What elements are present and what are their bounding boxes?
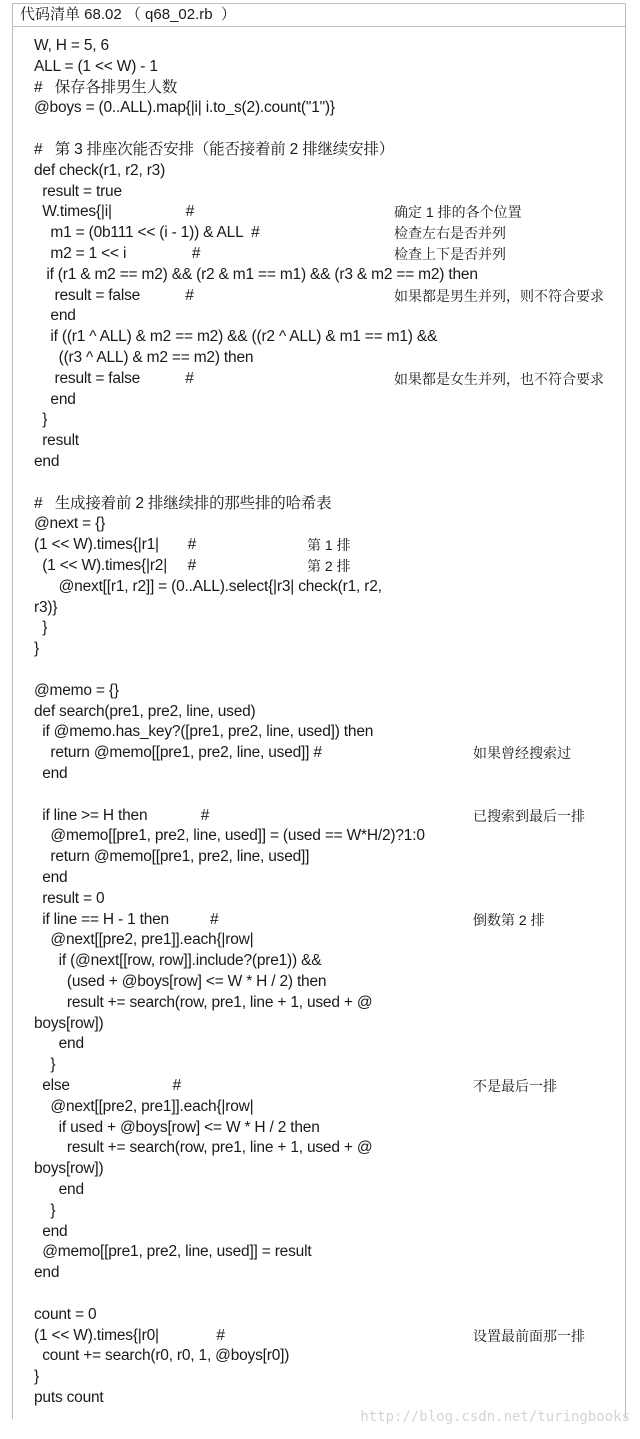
code-line: end — [34, 1181, 84, 1198]
code-line: (1 << W).times{|r2| # — [34, 557, 197, 574]
code-line: end — [34, 453, 60, 470]
code-line: } — [34, 1368, 39, 1386]
code-comment: 如果都是男生并列，则不符合要求 — [394, 287, 604, 304]
code-line: W, H = 5, 6 — [34, 37, 109, 54]
code-line: result += search(row, pre1, line + 1, used + @ — [34, 993, 373, 1011]
code-line: else # — [34, 1077, 181, 1094]
code-line: @next = {} — [34, 515, 106, 533]
code-comment: 第 1 排 — [307, 537, 351, 554]
code-comment: 不是最后一排 — [473, 1078, 557, 1094]
code-comment: 检查上下是否并列 — [394, 246, 506, 262]
code-line: # 第 3 排座次能否安排（能否接着前 2 排继续安排） — [34, 141, 395, 158]
code-line: ALL = (1 << W) - 1 — [34, 57, 158, 75]
code-comment: 倒数第 2 排 — [473, 911, 545, 928]
code-line: puts count — [34, 1389, 104, 1406]
code-listing — [12, 27, 626, 1419]
code-line: } — [34, 1056, 56, 1074]
code-line: result = false # — [34, 286, 194, 304]
code-line: (1 << W).times{|r0| # — [34, 1326, 225, 1344]
code-line: @next[[pre2, pre1]].each{|row| — [34, 1097, 254, 1115]
code-line: @memo[[pre1, pre2, line, used]] = result — [34, 1243, 312, 1261]
code-line: # 生成接着前 2 排继续排的那些排的哈希表 — [34, 494, 332, 512]
code-line: end — [34, 1222, 68, 1240]
code-line: } — [34, 411, 48, 429]
code-line: if @memo.has_key?([pre1, pre2, line, used]) then — [34, 723, 374, 741]
code-line: @boys = (0..ALL).map{|i| i.to_s(2).count("1")} — [34, 99, 335, 117]
code-line: end — [34, 1264, 60, 1282]
code-line: result = true — [34, 182, 122, 200]
code-line: end — [34, 869, 68, 886]
code-line: @memo[[pre1, pre2, line, used]] = (used == W*H/2)?1:0 — [34, 827, 425, 845]
code-line: (used + @boys[row] <= W * H / 2) then — [34, 973, 327, 990]
code-line: @next[[r1, r2]] = (0..ALL).select{|r3| check(r1, r2, — [34, 577, 382, 595]
code-line: end — [34, 1035, 84, 1053]
code-line: @next[[pre2, pre1]].each{|row| — [34, 931, 254, 949]
code-line: # 保存各排男生人数 — [34, 78, 178, 96]
code-comment: 第 2 排 — [307, 558, 351, 574]
code-comment: 设置最前面那一排 — [473, 1327, 585, 1344]
code-line: end — [34, 765, 68, 782]
code-line: ((r3 ^ ALL) & m2 == m2) then — [34, 349, 254, 366]
code-line: boys[row]) — [34, 1014, 104, 1032]
code-comment: 确定 1 排的各个位置 — [394, 204, 522, 221]
code-comment: 检查左右是否并列 — [394, 225, 506, 242]
code-line: if line == H - 1 then # — [34, 910, 219, 928]
code-line: return @memo[[pre1, pre2, line, used]] — [34, 848, 310, 866]
code-line: if ((r1 ^ ALL) & m2 == m2) && ((r2 ^ ALL) & m1 == m1) && — [34, 328, 438, 346]
code-line: return @memo[[pre1, pre2, line, used]] # — [34, 744, 322, 762]
code-comment: 如果曾经搜索过 — [473, 745, 571, 762]
code-line: } — [34, 1201, 56, 1219]
code-line: if line >= H then # — [34, 806, 210, 824]
code-line: result = 0 — [34, 889, 105, 907]
code-line: if used + @boys[row] <= W * H / 2 then — [34, 1118, 320, 1136]
code-comment: 已搜索到最后一排 — [473, 807, 585, 824]
code-line: result += search(row, pre1, line + 1, used + @ — [34, 1139, 373, 1157]
code-line: boys[row]) — [34, 1160, 104, 1178]
code-listing-title: 代码清单 68.02 （ q68_02.rb ） — [12, 3, 626, 27]
code-line: count = 0 — [34, 1305, 97, 1323]
watermark: http://blog.csdn.net/turingbooks — [360, 1409, 630, 1425]
code-line: result = false # — [34, 369, 194, 387]
code-line: end — [34, 390, 76, 408]
code-line: } — [34, 619, 48, 637]
code-line: if (r1 & m2 == m2) && (r2 & m1 == m1) && (r3 & m2 == m2) then — [34, 265, 478, 283]
code-line: (1 << W).times{|r1| # — [34, 536, 197, 554]
code-line: m2 = 1 << i # — [34, 245, 201, 262]
code-line: } — [34, 640, 39, 658]
code-comment: 如果都是女生并列，也不符合要求 — [394, 370, 604, 387]
code-line: def search(pre1, pre2, line, used) — [34, 702, 256, 720]
code-line: @memo = {} — [34, 681, 119, 699]
code-line: end — [34, 307, 76, 325]
code-line: W.times{|i| # — [34, 203, 195, 221]
code-line: result — [34, 432, 79, 450]
code-line: def check(r1, r2, r3) — [34, 161, 166, 179]
code-line: count += search(r0, r0, 1, @boys[r0]) — [34, 1347, 290, 1365]
code-line: if (@next[[row, row]].include?(pre1)) && — [34, 952, 322, 970]
code-line: m1 = (0b111 << (i - 1)) & ALL # — [34, 224, 260, 242]
code-line: r3)} — [34, 598, 58, 616]
